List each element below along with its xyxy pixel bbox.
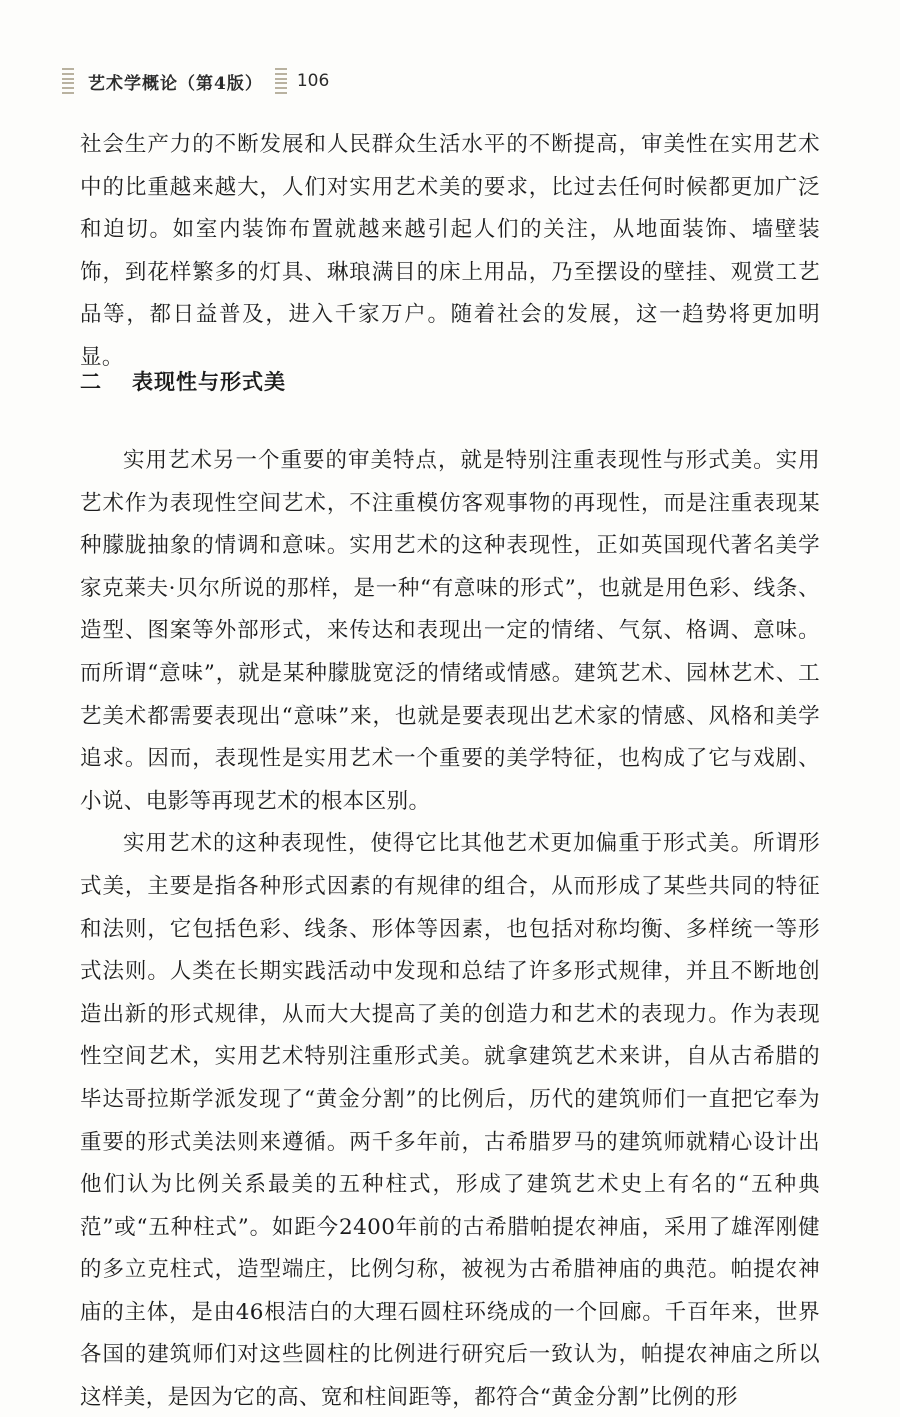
continued-paragraph-block: [80, 124, 820, 380]
page-number: 106: [296, 71, 330, 91]
book-title: 艺术学概论（第4版）: [88, 73, 263, 94]
continued-paragraph: 社会生产力的不断发展和人民群众生活水平的不断提高，审美性在实用艺术中的比重越来越大，人们对实用艺术美的要求，比过去任何时候都更加广泛和迫切。如室内装饰布置就越来越引起人们的关注，从地面装饰、墙壁装饰，到花样繁多的灯具、琳琅满目的床上用品，乃至摆设的壁挂、观赏工艺品等，都日益普及，进入千家万户。随着社会的发展，这一趋势将更加明显。: [80, 132, 820, 370]
header-ornament: [62, 68, 74, 94]
section-body: [80, 440, 820, 1420]
paragraph-expressiveness: 实用艺术另一个重要的审美特点，就是特别注重表现性与形式美。实用艺术作为表现性空间艺术，不注重模仿客观事物的再现性，而是注重表现某种朦胧抽象的情调和意味。实用艺术的这种表现性，正如英国现代著名美学家克莱夫·贝尔所说的那样，是一种“有意味的形式”，也就是用色彩、线条、造型、图案等外部形式，来传达和表现出一定的情绪、气氛、格调、意味。而所谓“意味”，就是某种朦胧宽泛的情绪或情感。建筑艺术、园林艺术、工艺美术都需要表现出“意味”来，也就是要表现出艺术家的情感、风格和美学追求。因而，表现性是实用艺术一个重要的美学特征，也构成了它与戏剧、小说、电影等再现艺术的根本区别。: [80, 448, 820, 814]
paragraph-formal-beauty: 实用艺术的这种表现性，使得它比其他艺术更加偏重于形式美。所谓形式美，主要是指各种形式因素的有规律的组合，从而形成了某些共同的特征和法则，它包括色彩、线条、形体等因素，也包括对称均衡、多样统一等形式法则。人类在长期实践活动中发现和总结了许多形式规律，并且不断地创造出新的形式规律，从而大大提高了美的创造力和艺术的表现力。作为表现性空间艺术，实用艺术特别注重形式美。就拿建筑艺术来讲，自从古希腊的毕达哥拉斯学派发现了“黄金分割”的比例后，历代的建筑师们一直把它奉为重要的形式美法则来遵循。两千多年前，古希腊罗马的建筑师就精心设计出他们认为比例关系最美的五种柱式，形成了建筑艺术史上有名的“五种典范”或“五种柱式”。如距今2400年前的古希腊帕提农神庙，采用了雄浑刚健的多立克柱式，造型端庄，比例匀称，被视为古希腊神庙的典范。帕提农神庙的主体，是由46根洁白的大理石圆柱环绕成的一个回廊。千百年来，世界各国的建筑师们对这些圆柱的比例进行研究后一致认为，帕提农神庙之所以这样美，是因为它的高、宽和柱间距等，都符合“黄金分割”比例的形: [80, 831, 820, 1411]
section-heading: [80, 366, 286, 396]
running-header: [62, 66, 329, 96]
header-ornament: [275, 68, 287, 94]
section-title: 表现性与形式美: [132, 370, 286, 394]
section-number: 二: [80, 370, 102, 394]
